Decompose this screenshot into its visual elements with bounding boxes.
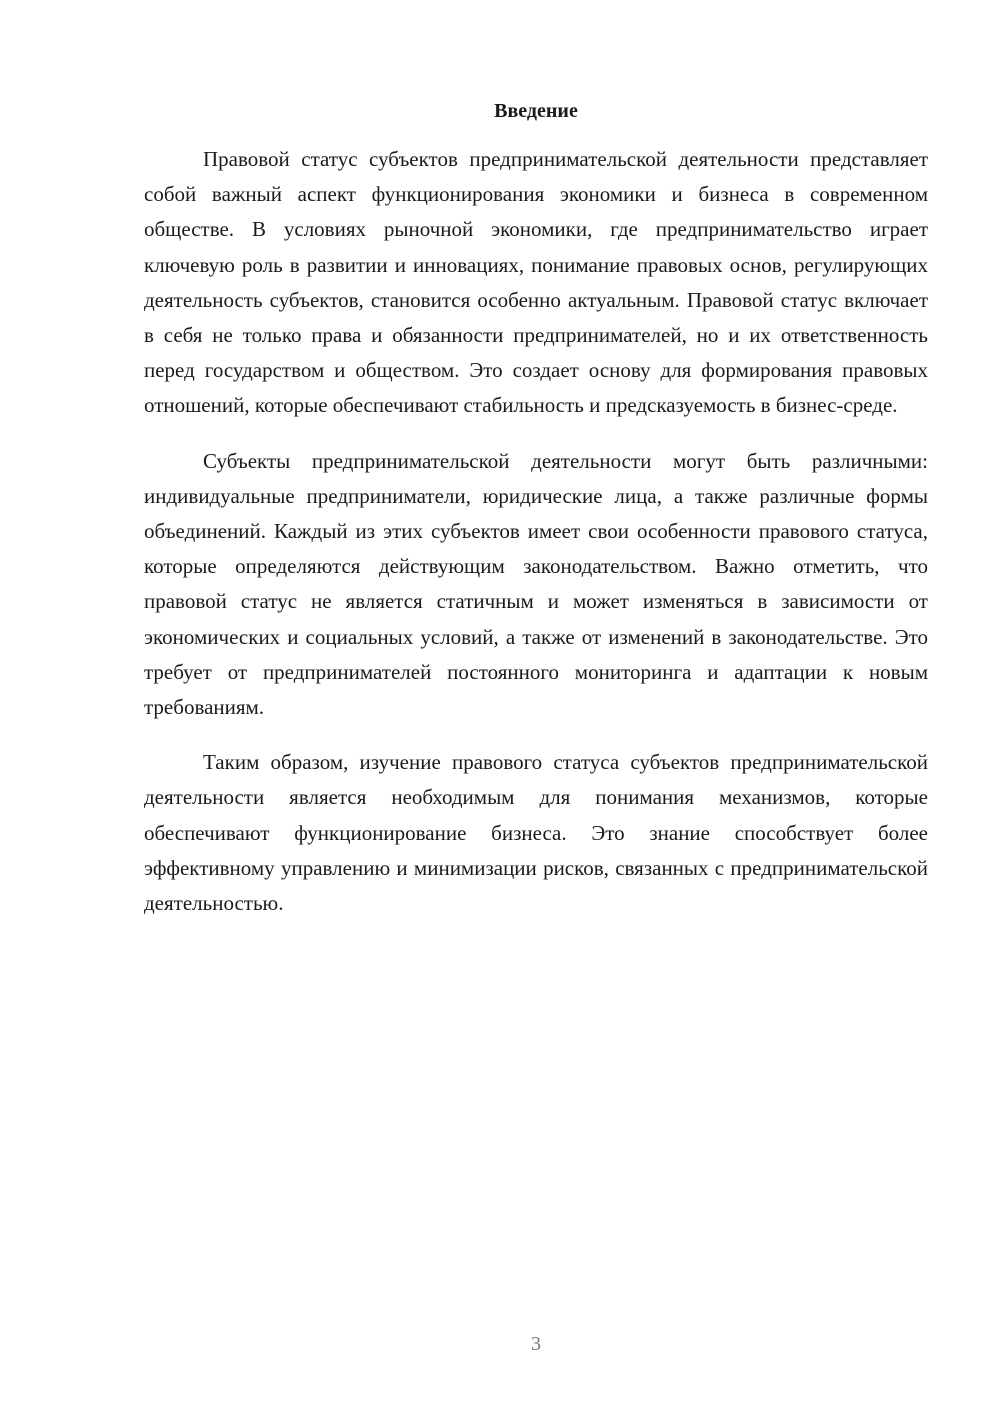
body-text bbox=[144, 142, 928, 941]
paragraph-3: Таким образом, изучение правового статуса субъектов предпринимательской деятельности является необходимым для понимания механизмов, которые обеспечивают функционирование бизнеса. Это знание способствует более эффективному управлению и минимизации рисков, связанных с предпринимательской деятельностью. bbox=[144, 750, 928, 916]
page-number: 3 bbox=[531, 1333, 541, 1355]
paragraph-1: Правовой статус субъектов предпринимательской деятельности представляет собой важный аспект функционирования экономики и бизнеса в современном обществе. В условиях рыночной экономики, где предпринимательство играет ключевую роль в развитии и инновациях, понимание правовых основ, регулирующих деятельность субъектов, становится особенно актуальным. Правовой статус включает в себя не только права и обязанности предпринимателей, но и их ответственность перед государством и обществом. Это создает основу для формирования правовых отношений, которые обеспечивают стабильность и предсказуемость в бизнес-среде. bbox=[144, 147, 928, 418]
section-title: Введение bbox=[494, 100, 578, 122]
paragraph-2: Субъекты предпринимательской деятельности могут быть различными: индивидуальные предприниматели, юридические лица, а также различные формы объединений. Каждый из этих субъектов имеет свои особенности правового статуса, которые определяются действующим законодательством. Важно отметить, что правовой статус не является статичным и может изменяться в зависимости от экономических и социальных условий, а также от изменений в законодательстве. Это требует от предпринимателей постоянного мониторинга и адаптации к новым требованиям. bbox=[144, 448, 928, 720]
